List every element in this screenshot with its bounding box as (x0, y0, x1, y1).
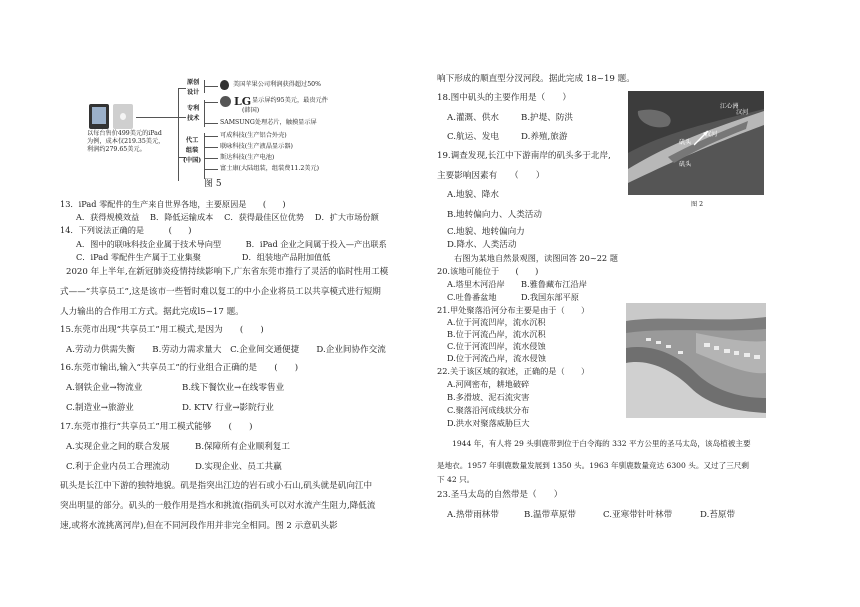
apple-icon (220, 80, 229, 90)
fig2-label-jitou-1: 矶头 (679, 139, 692, 146)
q13-options: A．获得规模效益 B．降低运输成本 C．获得最佳区位优势 D．扩大市场份额 (76, 212, 379, 222)
q19-option-c: C.地貌、地转偏向力 (447, 227, 525, 237)
root-caption-line1: 以每台售价499美元的iPad (87, 130, 162, 137)
q23-stem: 23.圣马太岛的自然带是（ ） (437, 490, 563, 500)
apple-logo-icon (120, 113, 126, 120)
q18-stem: 18.图中矶头的主要作用是（ ） (437, 93, 571, 103)
root-caption-line3: 利润约279.65美元。 (87, 146, 146, 153)
q22-option-d: D.洪水对聚落威胁巨大 (447, 418, 530, 428)
q23-option-d: D.苔原带 (700, 510, 736, 520)
q18-option-b: B.护堤、防洪 (521, 113, 574, 123)
passage-reindeer-2: 是地衣。1957 年驯鹿数量发展到 1350 头。1963 年驯鹿数量竞达 6300 头。又过了三尺剩 (437, 461, 750, 470)
intro-20-22: 右图为某地自然景观图，读图回答 20~22 题 (454, 253, 618, 263)
figure-2-satellite-image (628, 91, 764, 195)
q16-option-b: B.线下餐饮业→在线零售业 (182, 383, 285, 393)
q22-stem: 22.关于该区域的叙述，正确的是（ ） (437, 366, 590, 376)
q19-stem: 19.调查发现,长江中下游南岸的矶头多于北岸, (437, 151, 611, 161)
q21-option-a: A.位于河流凹岸，流水沉积 (447, 317, 546, 327)
q15-options: A.劳动力供需失衡 B.劳动力需求量大 C.企业间交通便捷 D.企业间协作交流 (66, 345, 386, 355)
fig2-label-jiangxinzhou: 江心洲 (720, 103, 739, 110)
passage-jitou-3: 速,或将水流挑离河岸),但在不同河段作用并非完全相同。图 2 示意矶头影 (60, 521, 338, 531)
q21-option-b: B.位于河流凸岸，流水沉积 (447, 329, 546, 339)
q18-option-d: D.养殖,旅游 (521, 132, 568, 142)
item-lg-display: 显示屏约95美元，最贵元件 (252, 97, 328, 104)
passage-shared-staff-3: 人力输出的合作用工方式。据此完成l5~17 题。 (60, 307, 244, 317)
q15-stem: 15.东莞市出现“共享员工”用工模式,是因为 ( ) (60, 325, 264, 335)
figure-2-caption: 图 2 (691, 201, 704, 208)
q21-stem: 21.甲处聚落沿河分布主要是由于（ ） (437, 305, 590, 315)
q16-stem: 16.东莞市输出,输入“共享员工”的行业组合正确的是 ( ) (60, 363, 299, 373)
q14-options-cd: C．iPad 零配件生产属于工业集聚 D．组装地产品附加值低 (76, 252, 331, 262)
passage-reindeer-3: 下 42 只。 (437, 475, 475, 484)
category-oem-assembly: 代工 组装 (中国) (183, 137, 202, 164)
item-novatek: 联咏科技(生产液晶显示器) (220, 143, 293, 150)
landscape-photo (626, 303, 766, 418)
intro-18-19: 响下形成的顺直型分汊河段。据此完成 18~19 题。 (437, 74, 635, 84)
item-battery: 斯达科技(生产电池) (220, 154, 275, 161)
q14-options-ab: A．图中的联咏科技企业属于技术导向型 B．iPad 企业之间属于投入—产出联系 (76, 239, 387, 249)
ipad-front-image (89, 104, 109, 129)
q16-option-a: A.钢铁企业→物流业 (66, 383, 143, 393)
item-lg-country: (韩国) (242, 107, 260, 114)
q20-option-b: B.雅鲁藏布江沿岸 (521, 279, 587, 289)
q23-option-c: C.亚寒带针叶林带 (603, 510, 673, 520)
root-caption-line2: 为例，成本仅219.35美元， (87, 138, 165, 145)
q17-option-c: C.利于企业内员工合理流动 (66, 462, 170, 472)
q20-option-d: D.我国东部平原 (521, 292, 579, 302)
figure-5-caption: 图 5 (204, 179, 222, 189)
passage-jitou-2: 突出明显的部分。矶头的一般作用是挡水和挑流(指矶头可以对水流产生阻力,降低流 (60, 501, 376, 511)
q23-option-b: B.温带草原带 (524, 510, 577, 520)
lg-logo-text: LG (234, 95, 252, 108)
q18-option-c: C.航运、发电 (447, 132, 499, 142)
q21-option-c: C.位于河流凹岸，流水侵蚀 (447, 341, 546, 351)
item-samsung: SAMSUNG处理芯片，触摸显示屏 (220, 119, 317, 126)
q20-stem: 20.该地可能位于 ( ) (437, 266, 539, 276)
passage-reindeer-1: 1944 年，有人将 29 头驯鹿带到位于白令海的 332 平方公里的圣马太岛，该岛植被主要 (452, 439, 751, 448)
q20-option-a: A.塔里木河沿岸 (447, 279, 505, 289)
q19-option-a: A.地貌、降水 (447, 190, 499, 200)
passage-shared-staff-2: 式——“共享员工”,这是该市一些暂时难以复工的中小企业将员工以共享模式进行短期 (60, 287, 381, 297)
landscape-river-village (626, 303, 766, 418)
q19-option-d: D.降水、人类活动 (447, 240, 517, 250)
category-patent-tech: 专利 技术 (187, 105, 200, 122)
item-catcher: 可成科技(生产铝合外壳) (220, 132, 287, 139)
q17-option-d: D.实现企业、员工共赢 (195, 462, 282, 472)
passage-jitou-1: 矶头是长江中下游的独特地貌。矶是指突出江边的岩石或小石山,矶头就是矶向江中 (60, 481, 373, 491)
satellite-terrain (628, 91, 764, 195)
q14-stem: 14．下列说法正确的是 ( ) (60, 225, 192, 235)
q16-option-d: D. KTV 行业→影院行业 (182, 403, 274, 413)
q17-stem: 17.东莞市推行“共享员工”用工模式能够 ( ) (60, 422, 253, 432)
q20-option-c: C.吐鲁番盆地 (447, 292, 497, 302)
q22-option-a: A.河网密布，耕地破碎 (447, 379, 530, 389)
q19-stem-2: 主要影响因素有 （ ） (437, 171, 545, 181)
fig2-label-hanhe: 汉河 (736, 109, 749, 116)
passage-shared-staff-1: 2020 年上半年,在新冠肺炎疫情持续影响下,广东省东莞市推行了灵活的临时性用工模 (66, 267, 389, 277)
q19-option-b: B.地转偏向力、人类活动 (447, 210, 542, 220)
q18-option-a: A.灌溉、供水 (447, 113, 499, 123)
q21-option-d: D.位于河流凸岸，流水侵蚀 (447, 353, 546, 363)
q22-option-c: C.聚落沿河成线状分布 (447, 405, 530, 415)
category-original-design: 原创 设计 (187, 79, 200, 96)
q23-option-a: A.热带雨林带 (447, 510, 499, 520)
fig2-label-jitou-2: 矶头 (679, 161, 692, 168)
lg-logo-icon (220, 96, 231, 107)
ipad-back-image (113, 104, 133, 129)
q16-option-c: C.制造业→旅游业 (66, 403, 134, 413)
q22-option-b: B.多滑坡、泥石流灾害 (447, 392, 530, 402)
q17-option-b: B.保障所有企业顺利复工 (195, 442, 290, 452)
item-apple-profit: 美国苹果公司利润获得超过50% (233, 81, 322, 88)
item-foxconn: 富士康(大陆组装，组装费11.2美元) (220, 165, 320, 172)
q13-stem: 13．iPad 零配件的生产来自世界各地，主要原因是 ( ) (60, 199, 286, 209)
fig2-label-chahe-1: 汊河 (705, 131, 718, 138)
q17-option-a: A.实现企业之间的联合发展 (66, 442, 170, 452)
